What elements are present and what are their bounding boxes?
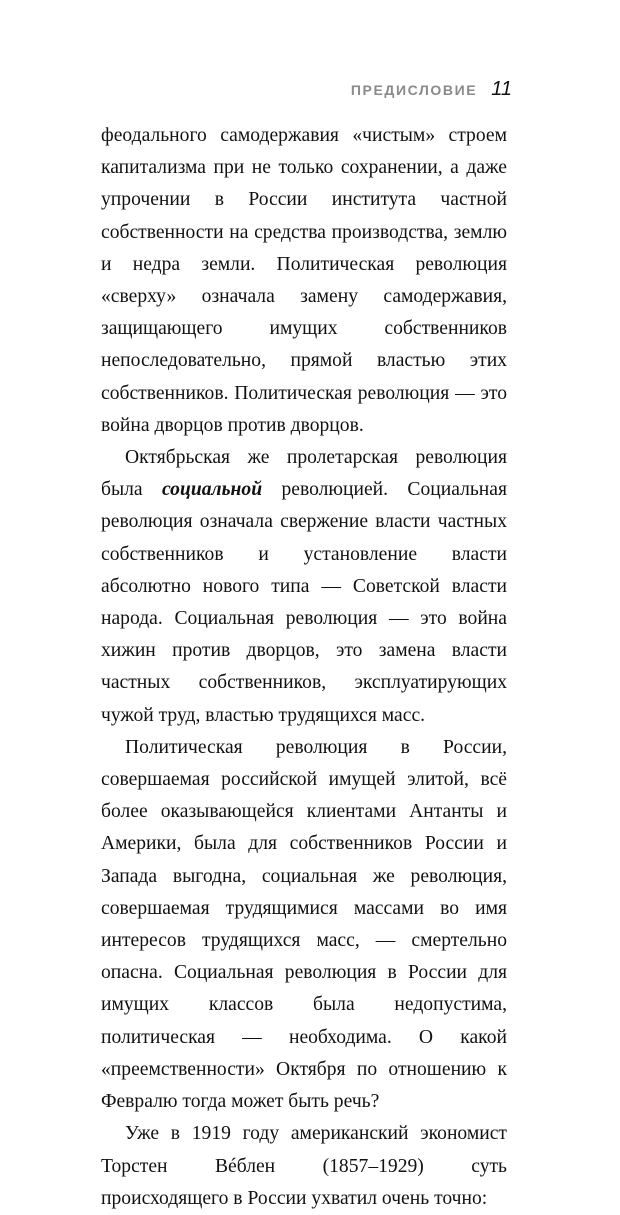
emphasis-word: социальной: [161, 479, 263, 501]
paragraph-2: [101, 442, 507, 732]
body-text: [101, 120, 507, 1215]
page-number: 11: [491, 78, 512, 100]
paragraph-2-lead: Октябрьская же пролетарская революция была: [101, 447, 507, 501]
running-head: [351, 78, 512, 101]
paragraph-4: Уже в 1919 году американский экономист Торстен Вéблен (1857–1929) суть происходящего в России ухватил очень точно:: [101, 1123, 507, 1209]
paragraph-1: феодального самодержавия «чистым» строем капитализма при не только сохранении, а даже упрочении в России института частной собственности на средства производства, землю и недра земли. Политическая революция «сверху» означала замену самодержавия, защищающего имущих собственников непоследовательно, прямой властью этих собственников. Политическая революция — это война дворцов против дворцов.: [101, 125, 507, 436]
paragraph-2-text: революцией. Социальная революция означала свержение власти частных собственников и установление власти абсолютно нового типа — Советской власти народа. Социальная революция — это война хижин против дворцов, это замена власти частных собственников, эксплуатирующих чужой труд, властью трудящихся масс.: [101, 479, 508, 726]
paragraph-3: Политическая революция в России, совершаемая российской имущей элитой, всё более оказывающейся клиентами Антанты и Америки, была для собственников России и Запада выгодна, социальная же революция, совершаемая трудящимися массами во имя интересов трудящихся масс, — смертельно опасна. Социальная революция в России для имущих классов была недопустима, политическая — необходима. О какой «преемственности» Октября по отношению к Февралю тогда может быть речь?: [101, 736, 507, 1113]
chapter-title: ПРЕДИСЛОВИЕ: [350, 82, 478, 98]
